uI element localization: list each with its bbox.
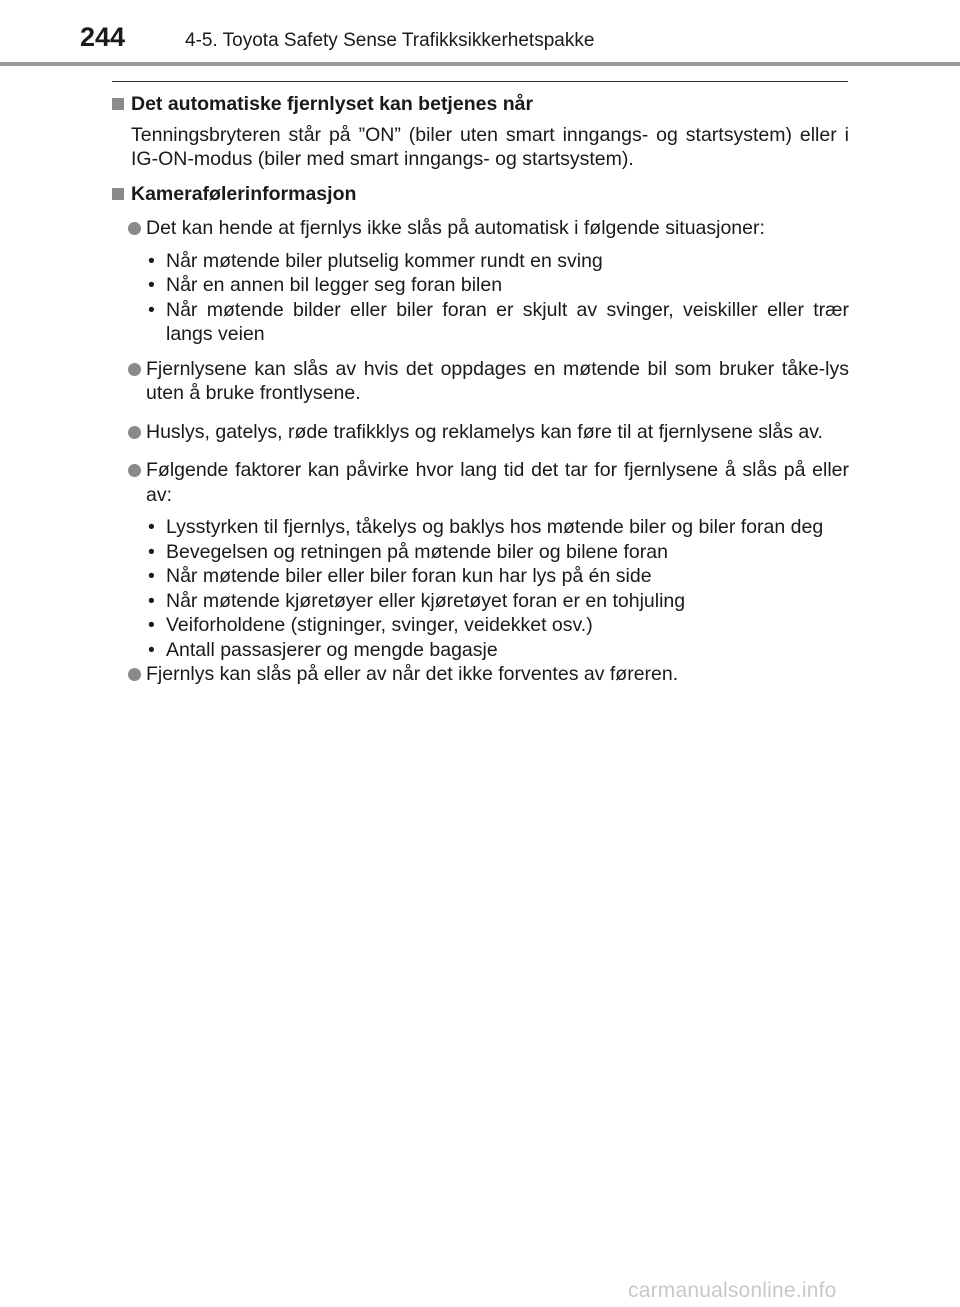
section-paragraph: Tenningsbryteren står på ”ON” (biler uten smart inngangs- og startsystem) eller i IG-ON-modus (biler med smart inngangs- og startsystem). bbox=[131, 123, 849, 170]
bullet-icon: • bbox=[148, 298, 155, 321]
section-heading-auto-high-beam bbox=[112, 92, 849, 117]
bullet-icon: • bbox=[148, 540, 155, 563]
bullet-icon: • bbox=[148, 614, 155, 636]
list-item-text: Det kan hende at fjernlys ikke slås på automatisk i følgende situasjoner: bbox=[146, 217, 765, 239]
page-header bbox=[0, 0, 960, 62]
sub-bullet-list bbox=[112, 515, 849, 662]
sub-bullet-list bbox=[112, 249, 849, 347]
list-item-text: Huslys, gatelys, røde trafikklys og reklamelys kan føre til at fjernlysene slås av. bbox=[146, 420, 823, 443]
list-item-text: Følgende faktorer kan påvirke hvor lang tid det tar for fjernlysene å slås på eller av: bbox=[146, 459, 849, 506]
site-watermark: carmanualsonline.info bbox=[628, 1279, 837, 1302]
list-item bbox=[112, 420, 849, 445]
square-bullet-icon bbox=[112, 98, 124, 110]
sub-bullet-item: • Når møtende kjøretøyer eller kjøretøyet foran er en tohjuling bbox=[148, 589, 686, 612]
section-heading-camera-sensor bbox=[112, 182, 849, 207]
bullet-icon: • bbox=[148, 638, 155, 661]
bullet-icon: • bbox=[148, 249, 155, 272]
chapter-title: 4-5. Toyota Safety Sense Trafikksikkerhetspakke bbox=[185, 30, 595, 51]
list-item bbox=[112, 458, 849, 507]
sub-bullet-item: • Når møtende bilder eller biler foran er skjult av svinger, veiskiller eller trær langs veien bbox=[148, 298, 849, 345]
list-item bbox=[112, 357, 849, 406]
sub-bullet-item: • Bevegelsen og retningen på møtende biler og bilene foran bbox=[148, 540, 668, 563]
bullet-icon: • bbox=[148, 516, 155, 538]
bullet-icon: • bbox=[148, 274, 155, 296]
sub-bullet-item: • Antall passasjerer og mengde bagasje bbox=[148, 638, 498, 661]
section-heading-text: Kamerafølerinformasjon bbox=[131, 182, 357, 205]
sub-bullet-item: • Når en annen bil legger seg foran bilen bbox=[148, 274, 503, 296]
sub-bullet-item: • Når møtende biler eller biler foran kun har lys på én side bbox=[148, 565, 652, 587]
circle-bullet-icon bbox=[128, 464, 141, 477]
list-item-text: Fjernlysene kan slås av hvis det oppdages en møtende bil som bruker tåke-lys uten å bruke frontlysene. bbox=[146, 357, 849, 404]
section-divider bbox=[112, 81, 848, 82]
bullet-icon: • bbox=[148, 565, 155, 587]
section-heading-text: Det automatiske fjernlyset kan betjenes når bbox=[131, 93, 534, 115]
list-item bbox=[112, 662, 849, 687]
page-content bbox=[112, 92, 849, 687]
circle-bullet-icon bbox=[128, 363, 141, 376]
bullet-icon: • bbox=[148, 589, 155, 612]
circle-bullet-icon bbox=[128, 426, 141, 439]
header-divider bbox=[0, 62, 960, 66]
square-bullet-icon bbox=[112, 188, 124, 200]
circle-bullet-icon bbox=[128, 668, 141, 681]
sub-bullet-item: • Lysstyrken til fjernlys, tåkelys og baklys hos møtende biler og biler foran deg bbox=[148, 516, 824, 538]
list-item bbox=[112, 216, 849, 241]
sub-bullet-item: • Veiforholdene (stigninger, svinger, veidekket osv.) bbox=[148, 614, 593, 636]
page-number: 244 bbox=[80, 22, 126, 52]
list-item-text: Fjernlys kan slås på eller av når det ikke forventes av føreren. bbox=[146, 663, 679, 685]
sub-bullet-item: • Når møtende biler plutselig kommer rundt en sving bbox=[148, 249, 603, 272]
circle-bullet-icon bbox=[128, 222, 141, 235]
